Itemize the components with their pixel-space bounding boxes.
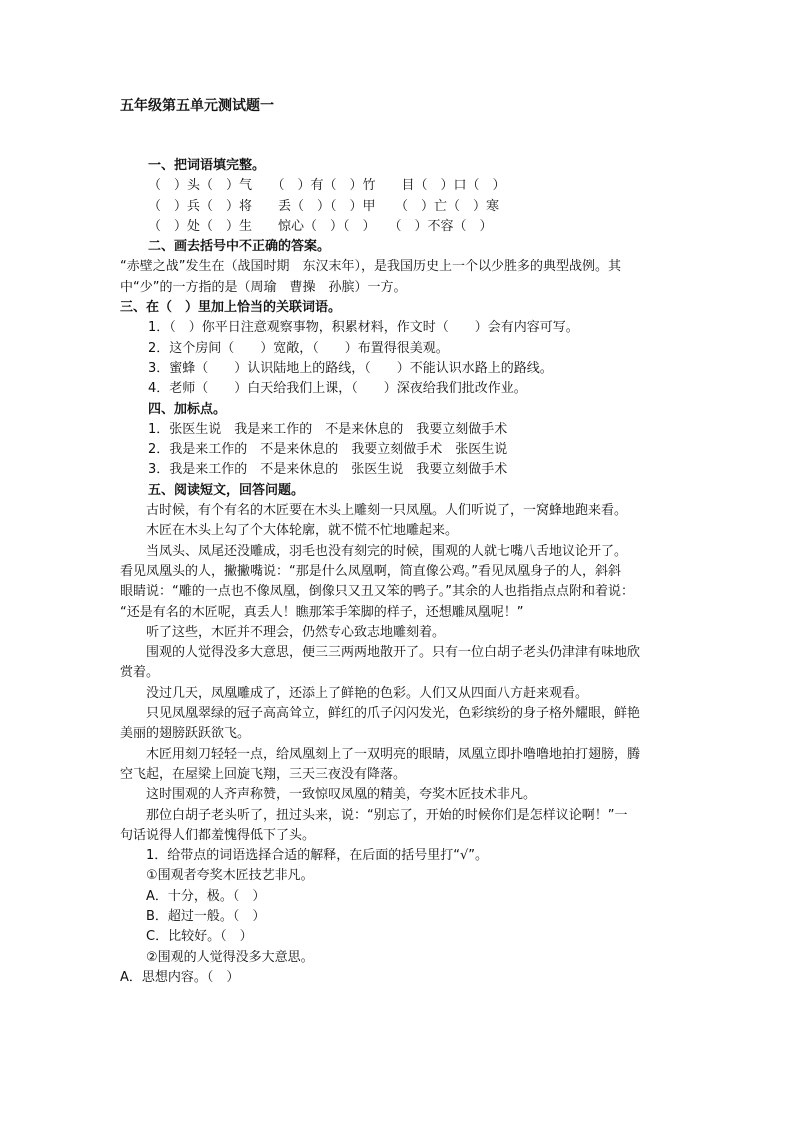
section-3-heading: 三、在（ ）里加上恰当的关联词语。	[120, 300, 342, 316]
passage-line: 只见凤凰翠绿的冠子高高耸立，鲜红的爪子闪闪发光，色彩缤纷的身子格外耀眼，鲜艳	[120, 706, 641, 722]
answer-option: A．十分，极。（ ）	[120, 888, 266, 904]
question-line: 1．给带点的词语选择合适的解释，在后面的括号里打“√”。	[120, 848, 489, 864]
section-4-item: 1．张医生说 我是来工作的 不是来休息的 我要立刻做手术	[148, 421, 508, 437]
section-1-row: （ ）处（ ）生 惊心（ ）（ ） （ ）不容（ ）	[148, 218, 493, 234]
question-line: ②围观的人觉得没多大意思。	[120, 949, 314, 965]
answer-option: A．思想内容。（ ）	[120, 969, 240, 985]
section-3-item: 3．蜜蜂（ ）认识陆地上的路线，（ ）不能认识水路上的路线。	[148, 360, 553, 376]
passage-line: 眼睛说：“雕的一点也不像凤凰，倒像只又丑又笨的鸭子。”其余的人也指指点点附和着说：	[120, 584, 634, 600]
passage-line: 木匠在木头上勾了个大体轮廓，就不慌不忙地雕起来。	[120, 523, 459, 539]
passage-line: 句话说得人们都羞愧得低下了头。	[120, 827, 316, 843]
section-1-heading: 一、把词语填完整。	[148, 158, 266, 173]
passage-line: 听了这些，木匠并不理会，仍然专心致志地雕刻着。	[120, 624, 446, 640]
passage-line: 空飞起，在屋梁上回旋飞翔，三天三夜没有降落。	[120, 766, 407, 782]
answer-option: C．比较好。（ ）	[120, 929, 253, 945]
passage-line: 那位白胡子老头听了，扭过头来，说：“别忘了，开始的时候你们是怎样议论啊！”一	[120, 807, 628, 823]
passage-line: “还是有名的木匠呢，真丢人！瞧那笨手笨脚的样子，还想雕凤凰呢！”	[120, 604, 524, 620]
exam-content	[120, 156, 680, 988]
question-line: ①围观者夸奖木匠技艺非凡。	[120, 868, 314, 884]
section-1-row: （ ）头（ ）气 （ ）有（ ）竹 目（ ）口（ ）	[148, 178, 506, 194]
section-1-row: （ ）兵（ ）将 丢（ ）（ ）甲 （ ）亡（ ）寒	[148, 198, 500, 214]
section-2-heading: 二、画去括号中不正确的答案。	[148, 239, 331, 255]
passage-line: 当凤头、凤尾还没雕成，羽毛也没有刻完的时候，围观的人就七嘴八舌地议论开了。	[120, 543, 628, 559]
passage-line: 没过几天，凤凰雕成了，还添上了鲜艳的色彩。人们又从四面八方赶来观看。	[120, 685, 589, 701]
passage-line: 看见凤凰头的人，撇撇嘴说：“那是什么凤凰啊，简直像公鸡。”看见凤凰身子的人，斜斜	[120, 563, 621, 579]
passage-line: 赏着。	[120, 665, 160, 681]
answer-option: B．超过一般。（ ）	[120, 908, 266, 924]
section-3-item: 4．老师（ ）白天给我们上课，（ ）深夜给我们批改作业。	[148, 381, 527, 397]
passage-line: 古时候，有个有名的木匠要在木头上雕刻一只凤凰。人们听说了，一窝蜂地跑来看。	[120, 503, 628, 519]
section-3-item: 1．（ ）你平日注意观察事物，积累材料，作文时（ ）会有内容可写。	[148, 320, 579, 336]
passage-line: 美丽的翅膀跃跃欲飞。	[120, 726, 251, 742]
section-2-line: 中“少”的一方指的是（周瑜 曹操 孙膑）一方。	[120, 279, 407, 295]
section-2-line: “赤壁之战”发生在（战国时期 东汉末年），是我国历史上一个以少胜多的典型战例。其	[120, 259, 621, 275]
section-4-heading: 四、加标点。	[148, 401, 227, 417]
section-4-item: 2．我是来工作的 不是来休息的 我要立刻做手术 张医生说	[148, 442, 508, 458]
section-5-heading: 五、阅读短文，回答问题。	[148, 482, 305, 498]
passage-line: 这时围观的人齐声称赞，一致惊叹凤凰的精美，夸奖木匠技术非凡。	[120, 787, 537, 803]
page-title: 五年级第五单元测试题一	[120, 98, 274, 114]
section-3-item: 2．这个房间（ ）宽敞，（ ）布置得很美观。	[148, 340, 449, 356]
passage-line: 围观的人觉得没多大意思，便三三两两地散开了。只有一位白胡子老头仍津津有味地欣	[120, 645, 641, 661]
section-4-item: 3．我是来工作的 不是来休息的 张医生说 我要立刻做手术	[148, 462, 508, 478]
passage-line: 木匠用刻刀轻轻一点，给凤凰刻上了一双明亮的眼睛，凤凰立即扑噜噜地拍打翅膀，腾	[120, 746, 641, 762]
